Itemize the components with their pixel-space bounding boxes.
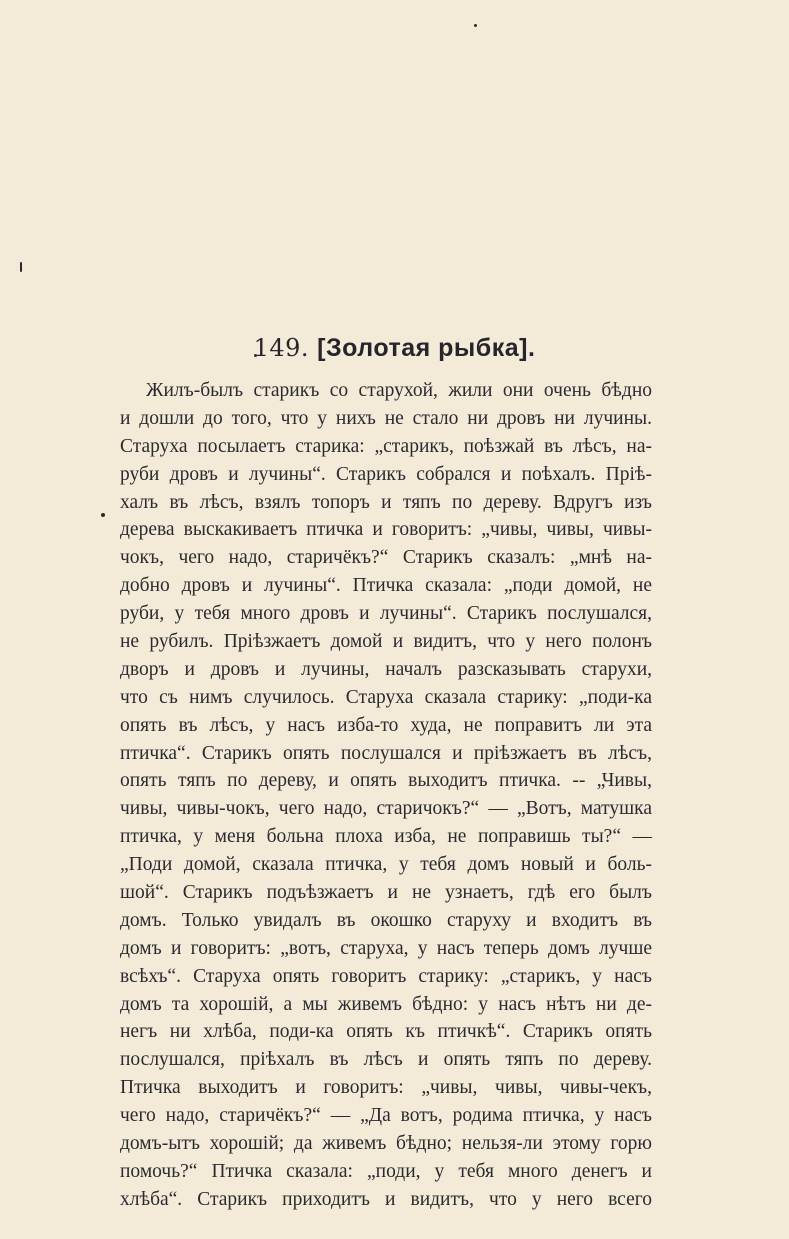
text-line: добно дровъ и лучины“. Птичка сказала: „поди домой, не <box>120 575 652 597</box>
text-line: послушался, пріѣхалъ въ лѣсъ и опять тяпъ по дереву. <box>120 1049 652 1071</box>
text-line: дерева выскакиваетъ птичка и говоритъ: „чивы, чивы, чивы- <box>120 519 652 541</box>
text-line: опять тяпъ по дереву, и опять выходитъ птичка. -- „Чивы, <box>120 770 652 792</box>
text-line: опять въ лѣсъ, у насъ изба-то худа, не поправитъ ли эта <box>120 714 652 736</box>
text-line: Жилъ-былъ старикъ со старухой, жили они очень бѣдно <box>146 380 652 401</box>
ink-mark-left-margin <box>20 262 22 272</box>
text-line: Старуха посылаетъ старика: „старикъ, поѣзжай въ лѣсъ, на- <box>120 435 652 457</box>
tale-number: 149. <box>253 334 309 362</box>
text-line: домъ и говоритъ: „вотъ, старуха, у насъ теперь домъ лучше <box>120 937 652 959</box>
text-line: „Поди домой, сказала птичка, у тебя домъ новый и боль- <box>120 854 652 876</box>
text-line: чего надо, старичёкъ?“ — „Да вотъ, родима птичка, у насъ <box>120 1105 652 1127</box>
text-line: чивы, чивы-чокъ, чего надо, старичокъ?“ — „Вотъ, матушка <box>120 798 652 820</box>
tale-text <box>120 377 652 1214</box>
ink-speck-margin <box>101 513 105 517</box>
text-line: хлѣба“. Старикъ приходитъ и видитъ, что у него всего <box>120 1188 652 1210</box>
text-line: птичка, у меня больна плоха изба, не поправишь ты?“ — <box>120 826 652 848</box>
page-heading <box>0 334 789 363</box>
ink-speck-top <box>474 24 477 27</box>
text-line: всѣхъ“. Старуха опять говоритъ старику: „старикъ, у насъ <box>120 965 652 987</box>
text-line: птичка“. Старикъ опять послушался и пріѣзжаетъ въ лѣсъ, <box>120 742 652 764</box>
text-line: не рубилъ. Пріѣзжаетъ домой и видитъ, что у него полонъ <box>120 631 652 653</box>
text-line: домъ. Только увидалъ въ окошко старуху и входитъ въ <box>120 909 652 931</box>
text-line: помочь?“ Птичка сказала: „поди, у тебя много денегъ и <box>120 1160 652 1182</box>
text-line: дворъ и дровъ и лучины, началъ разсказывать старухи, <box>120 658 652 680</box>
tale-title: [Золотая рыбка]. <box>317 334 536 362</box>
text-line: Птичка выходитъ и говоритъ: „чивы, чивы, чивы-чекъ, <box>120 1077 652 1099</box>
text-line: негъ ни хлѣба, поди-ка опять къ птичкѣ“. Старикъ опять <box>120 1021 652 1043</box>
text-line: шой“. Старикъ подъѣзжаетъ и не узнаетъ, гдѣ его былъ <box>120 882 652 904</box>
text-line: руби, у тебя много дровъ и лучины“. Старикъ послушался, <box>120 603 652 625</box>
text-line: что съ нимъ случилось. Старуха сказала старику: „поди-ка <box>120 686 652 708</box>
text-line: и дошли до того, что у нихъ не стало ни дровъ ни лучины. <box>120 407 652 429</box>
text-line: домъ та хорошій, а мы живемъ бѣдно: у насъ нѣтъ ни де- <box>120 993 652 1015</box>
text-line: чокъ, чего надо, старичёкъ?“ Старикъ сказалъ: „мнѣ на- <box>120 547 652 569</box>
text-line: халъ въ лѣсъ, взялъ топоръ и тяпъ по дереву. Вдругъ изъ <box>120 491 652 513</box>
text-line: руби дровъ и лучины“. Старикъ собрался и поѣхалъ. Пріѣ- <box>120 463 652 485</box>
text-line: домъ-ытъ хорошій; да живемъ бѣдно; нельзя-ли этому горю <box>120 1133 652 1155</box>
